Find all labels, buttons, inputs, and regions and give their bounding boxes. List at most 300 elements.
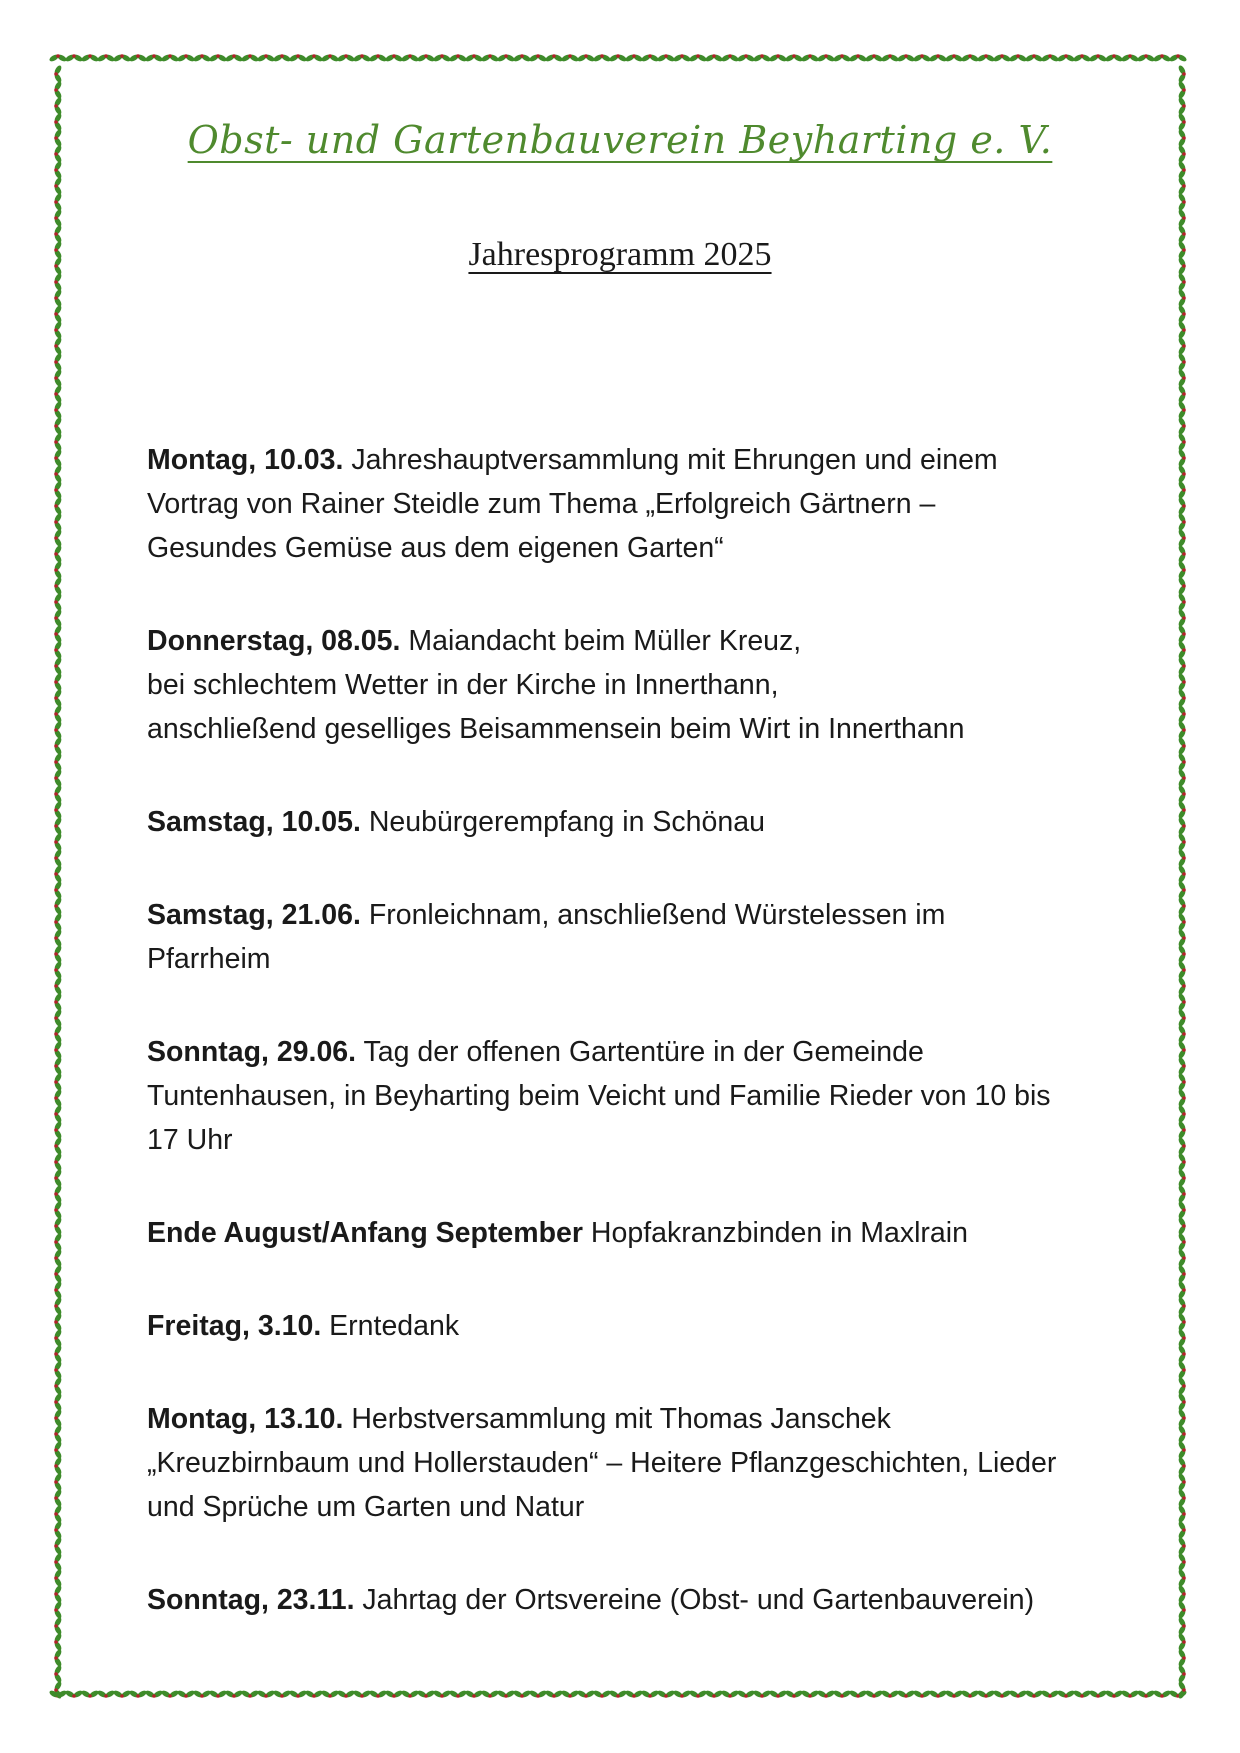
- holly-leaf-icon: [53, 1056, 63, 1075]
- holly-leaf-icon: [1177, 1312, 1187, 1331]
- holly-leaf-icon: [544, 1689, 563, 1699]
- event-date: Samstag, 21.06.: [147, 899, 361, 931]
- holly-leaf-icon: [1024, 53, 1043, 63]
- holly-leaf-icon: [576, 1689, 595, 1699]
- event-date: Freitag, 3.10.: [147, 1310, 322, 1342]
- holly-leaf-icon: [1177, 656, 1187, 675]
- holly-leaf-icon: [53, 1040, 63, 1059]
- holly-leaf-icon: [768, 1689, 787, 1699]
- holly-leaf-icon: [1177, 1376, 1187, 1395]
- holly-leaf-icon: [1177, 752, 1187, 771]
- holly-leaf-icon: [1177, 1584, 1187, 1603]
- holly-leaf-icon: [53, 816, 63, 835]
- holly-leaf-icon: [53, 160, 63, 179]
- holly-leaf-icon: [53, 688, 63, 707]
- holly-leaf-icon: [896, 1689, 915, 1699]
- holly-leaf-icon: [1177, 1344, 1187, 1363]
- holly-leaf-icon: [53, 1248, 63, 1267]
- holly-leaf-icon: [53, 1536, 63, 1555]
- holly-leaf-icon: [816, 53, 835, 63]
- event-date: Montag, 10.03.: [147, 444, 344, 476]
- event-line: Herbstversammlung mit Thomas Janschek: [351, 1403, 891, 1435]
- holly-leaf-icon: [1177, 400, 1187, 419]
- holly-leaf-icon: [832, 53, 851, 63]
- holly-leaf-icon: [592, 1689, 611, 1699]
- holly-leaf-icon: [53, 64, 63, 83]
- event-line: Jahrtag der Ortsvereine (Obst- und Gartenbauverein): [362, 1584, 1035, 1616]
- holly-leaf-icon: [1177, 1040, 1187, 1059]
- holly-leaf-icon: [944, 53, 963, 63]
- holly-leaf-icon: [53, 208, 63, 227]
- holly-leaf-icon: [53, 1168, 63, 1187]
- holly-leaf-icon: [1177, 1472, 1187, 1491]
- holly-leaf-icon: [688, 53, 707, 63]
- holly-leaf-icon: [1177, 1632, 1187, 1651]
- holly-leaf-icon: [1177, 512, 1187, 531]
- holly-leaf-icon: [1177, 368, 1187, 387]
- holly-leaf-icon: [464, 1689, 483, 1699]
- holly-leaf-icon: [672, 53, 691, 63]
- holly-leaf-icon: [1177, 640, 1187, 659]
- holly-leaf-icon: [160, 1689, 179, 1699]
- holly-leaf-icon: [80, 1689, 99, 1699]
- holly-leaf-icon: [53, 288, 63, 307]
- holly-leaf-icon: [53, 960, 63, 979]
- holly-leaf-icon: [912, 1689, 931, 1699]
- holly-leaf-icon: [53, 576, 63, 595]
- holly-leaf-icon: [1177, 800, 1187, 819]
- holly-leaf-icon: [928, 1689, 947, 1699]
- holly-leaf-icon: [1008, 53, 1027, 63]
- holly-leaf-icon: [1177, 1024, 1187, 1043]
- holly-leaf-icon: [592, 53, 611, 63]
- holly-leaf-icon: [53, 336, 63, 355]
- holly-leaf-icon: [320, 1689, 339, 1699]
- holly-leaf-icon: [53, 992, 63, 1011]
- holly-leaf-icon: [1177, 1056, 1187, 1075]
- holly-leaf-icon: [53, 560, 63, 579]
- holly-leaf-icon: [53, 1392, 63, 1411]
- holly-leaf-icon: [848, 1689, 867, 1699]
- event-entry: [147, 893, 1137, 981]
- holly-leaf-icon: [1177, 1680, 1187, 1699]
- holly-leaf-icon: [1177, 448, 1187, 467]
- holly-leaf-icon: [1177, 704, 1187, 723]
- holly-leaf-icon: [1177, 1120, 1187, 1139]
- holly-leaf-icon: [53, 1648, 63, 1667]
- holly-leaf-icon: [53, 912, 63, 931]
- holly-leaf-icon: [53, 656, 63, 675]
- holly-leaf-icon: [352, 53, 371, 63]
- holly-leaf-icon: [53, 1376, 63, 1395]
- event-line: anschließend geselliges Beisammensein beim Wirt in Innerthann: [147, 713, 965, 745]
- holly-leaf-icon: [800, 1689, 819, 1699]
- holly-leaf-icon: [53, 464, 63, 483]
- holly-leaf-icon: [272, 1689, 291, 1699]
- holly-leaf-icon: [1177, 608, 1187, 627]
- holly-leaf-icon: [1177, 768, 1187, 787]
- holly-leaf-icon: [256, 1689, 275, 1699]
- program-title-heading: [0, 236, 1240, 274]
- holly-leaf-icon: [1177, 1536, 1187, 1555]
- club-name-text: Obst- und Gartenbauverein Beyharting e. V.: [187, 118, 1053, 162]
- event-entry: [147, 800, 1137, 844]
- event-line: Pfarrheim: [147, 943, 271, 975]
- holly-leaf-icon: [1104, 53, 1123, 63]
- holly-leaf-icon: [53, 1232, 63, 1251]
- holly-leaf-icon: [480, 1689, 499, 1699]
- holly-leaf-icon: [80, 53, 99, 63]
- holly-leaf-icon: [176, 1689, 195, 1699]
- holly-leaf-icon: [1177, 1360, 1187, 1379]
- holly-leaf-icon: [784, 53, 803, 63]
- holly-leaf-icon: [1177, 864, 1187, 883]
- holly-leaf-icon: [53, 1664, 63, 1683]
- holly-leaf-icon: [560, 1689, 579, 1699]
- holly-leaf-icon: [1177, 1408, 1187, 1427]
- holly-leaf-icon: [53, 496, 63, 515]
- holly-leaf-icon: [53, 1072, 63, 1091]
- holly-leaf-icon: [53, 1088, 63, 1107]
- holly-leaf-icon: [53, 1504, 63, 1523]
- holly-leaf-icon: [416, 53, 435, 63]
- event-entry: [147, 1030, 1137, 1162]
- holly-leaf-icon: [53, 832, 63, 851]
- holly-leaf-icon: [53, 1024, 63, 1043]
- holly-leaf-icon: [53, 672, 63, 691]
- holly-leaf-icon: [1177, 1520, 1187, 1539]
- holly-leaf-icon: [53, 1632, 63, 1651]
- holly-leaf-icon: [1152, 1689, 1171, 1699]
- holly-leaf-icon: [1177, 1008, 1187, 1027]
- holly-leaf-icon: [880, 53, 899, 63]
- holly-leaf-icon: [352, 1689, 371, 1699]
- holly-leaf-icon: [1177, 848, 1187, 867]
- holly-leaf-icon: [53, 1152, 63, 1171]
- event-entry: [147, 438, 1137, 570]
- event-entry: [147, 1397, 1137, 1529]
- holly-leaf-icon: [1177, 912, 1187, 931]
- holly-leaf-icon: [704, 53, 723, 63]
- holly-leaf-icon: [53, 752, 63, 771]
- holly-leaf-icon: [992, 1689, 1011, 1699]
- holly-leaf-icon: [608, 53, 627, 63]
- holly-leaf-icon: [1177, 624, 1187, 643]
- holly-leaf-icon: [912, 53, 931, 63]
- event-list: [147, 438, 1137, 1671]
- holly-leaf-icon: [1177, 672, 1187, 691]
- event-line: Vortrag von Rainer Steidle zum Thema „Erfolgreich Gärtnern –: [147, 488, 936, 520]
- holly-leaf-icon: [1177, 1296, 1187, 1315]
- holly-leaf-icon: [960, 1689, 979, 1699]
- holly-leaf-icon: [880, 1689, 899, 1699]
- holly-leaf-icon: [1177, 928, 1187, 947]
- holly-leaf-icon: [53, 1264, 63, 1283]
- holly-leaf-icon: [53, 608, 63, 627]
- holly-leaf-icon: [224, 53, 243, 63]
- holly-leaf-icon: [1177, 1568, 1187, 1587]
- holly-leaf-icon: [1177, 1424, 1187, 1443]
- holly-leaf-icon: [1177, 992, 1187, 1011]
- holly-leaf-icon: [224, 1689, 243, 1699]
- holly-leaf-icon: [432, 1689, 451, 1699]
- holly-leaf-icon: [240, 1689, 259, 1699]
- holly-leaf-icon: [1177, 272, 1187, 291]
- holly-leaf-icon: [1177, 720, 1187, 739]
- holly-leaf-icon: [53, 176, 63, 195]
- holly-leaf-icon: [1152, 53, 1171, 63]
- holly-leaf-icon: [128, 53, 147, 63]
- holly-leaf-icon: [53, 400, 63, 419]
- holly-leaf-icon: [528, 1689, 547, 1699]
- holly-leaf-icon: [53, 864, 63, 883]
- holly-leaf-icon: [1177, 576, 1187, 595]
- holly-leaf-icon: [752, 53, 771, 63]
- holly-leaf-icon: [1177, 304, 1187, 323]
- holly-leaf-icon: [1177, 528, 1187, 547]
- holly-leaf-icon: [384, 53, 403, 63]
- event-date: Sonntag, 23.11.: [147, 1584, 355, 1616]
- holly-leaf-icon: [53, 736, 63, 755]
- holly-leaf-icon: [288, 53, 307, 63]
- event-date: Ende August/Anfang September: [147, 1217, 583, 1249]
- holly-leaf-icon: [53, 1440, 63, 1459]
- holly-leaf-icon: [53, 624, 63, 643]
- holly-leaf-icon: [528, 53, 547, 63]
- holly-leaf-icon: [336, 53, 355, 63]
- event-date: Samstag, 10.05.: [147, 806, 361, 838]
- event-line: „Kreuzbirnbaum und Hollerstauden“ – Heitere Pflanzgeschichten, Lieder: [147, 1447, 1057, 1479]
- event-line: 17 Uhr: [147, 1124, 233, 1156]
- holly-leaf-icon: [1072, 53, 1091, 63]
- holly-leaf-icon: [656, 1689, 675, 1699]
- holly-leaf-icon: [288, 1689, 307, 1699]
- holly-leaf-icon: [1177, 496, 1187, 515]
- holly-leaf-icon: [53, 1296, 63, 1315]
- event-line: Hopfakranzbinden in Maxlrain: [590, 1217, 968, 1249]
- holly-leaf-icon: [928, 53, 947, 63]
- holly-leaf-icon: [976, 1689, 995, 1699]
- event-line: Fronleichnam, anschließend Würstelessen im: [368, 899, 946, 931]
- holly-leaf-icon: [1104, 1689, 1123, 1699]
- holly-leaf-icon: [53, 544, 63, 563]
- event-line: Tag der offenen Gartentüre in der Gemeinde: [363, 1036, 924, 1068]
- holly-leaf-icon: [144, 53, 163, 63]
- holly-leaf-icon: [53, 1424, 63, 1443]
- holly-leaf-icon: [53, 448, 63, 467]
- holly-leaf-icon: [1177, 1216, 1187, 1235]
- holly-leaf-icon: [816, 1689, 835, 1699]
- holly-leaf-icon: [768, 53, 787, 63]
- holly-leaf-icon: [53, 896, 63, 915]
- event-date: Sonntag, 29.06.: [147, 1036, 357, 1068]
- event-date: Montag, 13.10.: [147, 1403, 344, 1435]
- holly-leaf-icon: [1177, 1440, 1187, 1459]
- holly-leaf-icon: [1177, 352, 1187, 371]
- holly-leaf-icon: [1177, 976, 1187, 995]
- holly-leaf-icon: [1056, 53, 1075, 63]
- holly-leaf-icon: [496, 53, 515, 63]
- event-line: bei schlechtem Wetter in der Kirche in Innerthann,: [147, 669, 779, 701]
- holly-leaf-icon: [720, 1689, 739, 1699]
- holly-leaf-icon: [704, 1689, 723, 1699]
- holly-leaf-icon: [736, 1689, 755, 1699]
- holly-leaf-icon: [53, 1600, 63, 1619]
- holly-leaf-icon: [1177, 384, 1187, 403]
- holly-leaf-icon: [560, 53, 579, 63]
- event-line: Tuntenhausen, in Beyharting beim Veicht und Familie Rieder von 10 bis: [147, 1080, 1051, 1112]
- holly-leaf-icon: [53, 1136, 63, 1155]
- holly-leaf-icon: [1040, 1689, 1059, 1699]
- holly-leaf-icon: [1177, 784, 1187, 803]
- holly-leaf-icon: [53, 1488, 63, 1507]
- holly-leaf-icon: [1120, 1689, 1139, 1699]
- holly-leaf-icon: [53, 368, 63, 387]
- holly-leaf-icon: [736, 53, 755, 63]
- holly-leaf-icon: [53, 848, 63, 867]
- holly-leaf-icon: [112, 53, 131, 63]
- holly-leaf-icon: [53, 592, 63, 611]
- holly-leaf-icon: [112, 1689, 131, 1699]
- holly-leaf-icon: [53, 640, 63, 659]
- holly-leaf-icon: [53, 1008, 63, 1027]
- holly-leaf-icon: [496, 1689, 515, 1699]
- holly-leaf-icon: [1177, 896, 1187, 915]
- holly-leaf-icon: [1177, 64, 1187, 83]
- holly-leaf-icon: [53, 528, 63, 547]
- event-line: Neubürgerempfang in Schönau: [368, 806, 765, 838]
- holly-leaf-icon: [1177, 176, 1187, 195]
- holly-leaf-icon: [1177, 1104, 1187, 1123]
- holly-leaf-icon: [192, 53, 211, 63]
- holly-leaf-icon: [1177, 80, 1187, 99]
- holly-leaf-icon: [48, 53, 67, 63]
- holly-leaf-icon: [53, 768, 63, 787]
- holly-leaf-icon: [53, 1616, 63, 1635]
- holly-leaf-icon: [416, 1689, 435, 1699]
- holly-leaf-icon: [53, 96, 63, 115]
- holly-leaf-icon: [1177, 432, 1187, 451]
- holly-leaf-icon: [1177, 1392, 1187, 1411]
- holly-leaf-icon: [1177, 1200, 1187, 1219]
- holly-leaf-icon: [53, 1328, 63, 1347]
- holly-leaf-icon: [720, 53, 739, 63]
- holly-leaf-icon: [53, 480, 63, 499]
- holly-leaf-icon: [1177, 1072, 1187, 1091]
- holly-leaf-icon: [53, 432, 63, 451]
- holly-leaf-icon: [336, 1689, 355, 1699]
- holly-leaf-icon: [1136, 1689, 1155, 1699]
- holly-leaf-icon: [1177, 1664, 1187, 1683]
- holly-leaf-icon: [160, 53, 179, 63]
- holly-leaf-icon: [544, 53, 563, 63]
- holly-leaf-icon: [1177, 1088, 1187, 1107]
- holly-leaf-icon: [752, 1689, 771, 1699]
- holly-leaf-icon: [1177, 1616, 1187, 1635]
- holly-leaf-icon: [53, 976, 63, 995]
- holly-leaf-icon: [1177, 1552, 1187, 1571]
- event-line: und Sprüche um Garten und Natur: [147, 1491, 585, 1523]
- holly-leaf-icon: [1088, 53, 1107, 63]
- holly-leaf-icon: [864, 1689, 883, 1699]
- holly-leaf-icon: [1177, 480, 1187, 499]
- holly-leaf-icon: [1177, 832, 1187, 851]
- holly-leaf-icon: [53, 1280, 63, 1299]
- holly-leaf-icon: [53, 1552, 63, 1571]
- holly-leaf-icon: [448, 1689, 467, 1699]
- holly-leaf-icon: [53, 944, 63, 963]
- holly-leaf-icon: [864, 53, 883, 63]
- holly-leaf-icon: [1088, 1689, 1107, 1699]
- holly-leaf-icon: [896, 53, 915, 63]
- holly-leaf-icon: [53, 512, 63, 531]
- event-date: Donnerstag, 08.05.: [147, 625, 401, 657]
- holly-leaf-icon: [304, 1689, 323, 1699]
- holly-leaf-icon: [53, 80, 63, 99]
- holly-leaf-icon: [53, 928, 63, 947]
- holly-leaf-icon: [1008, 1689, 1027, 1699]
- holly-leaf-icon: [1177, 1600, 1187, 1619]
- holly-leaf-icon: [53, 272, 63, 291]
- holly-leaf-icon: [800, 53, 819, 63]
- holly-leaf-icon: [1177, 1264, 1187, 1283]
- holly-leaf-icon: [53, 720, 63, 739]
- holly-leaf-icon: [1177, 96, 1187, 115]
- holly-leaf-icon: [1040, 53, 1059, 63]
- holly-leaf-icon: [400, 53, 419, 63]
- holly-leaf-icon: [1072, 1689, 1091, 1699]
- holly-leaf-icon: [64, 53, 83, 63]
- holly-leaf-icon: [53, 1472, 63, 1491]
- holly-leaf-icon: [1177, 208, 1187, 227]
- holly-leaf-icon: [832, 1689, 851, 1699]
- holly-leaf-icon: [144, 1689, 163, 1699]
- holly-leaf-icon: [53, 1344, 63, 1363]
- holly-leaf-icon: [1177, 1152, 1187, 1171]
- holly-leaf-icon: [53, 1568, 63, 1587]
- holly-leaf-icon: [53, 1312, 63, 1331]
- holly-leaf-icon: [368, 1689, 387, 1699]
- holly-leaf-icon: [400, 1689, 419, 1699]
- event-entry: [147, 1304, 1137, 1348]
- holly-leaf-icon: [256, 53, 275, 63]
- holly-leaf-icon: [848, 53, 867, 63]
- holly-leaf-icon: [368, 53, 387, 63]
- holly-leaf-icon: [240, 53, 259, 63]
- holly-leaf-icon: [53, 1200, 63, 1219]
- holly-leaf-icon: [512, 53, 531, 63]
- event-line: Gesundes Gemüse aus dem eigenen Garten“: [147, 532, 724, 564]
- holly-leaf-icon: [656, 53, 675, 63]
- holly-leaf-icon: [576, 53, 595, 63]
- event-entry: [147, 1211, 1137, 1255]
- holly-leaf-icon: [1024, 1689, 1043, 1699]
- holly-leaf-icon: [53, 880, 63, 899]
- holly-leaf-icon: [1136, 53, 1155, 63]
- holly-leaf-icon: [640, 1689, 659, 1699]
- holly-leaf-icon: [53, 1520, 63, 1539]
- holly-leaf-icon: [672, 1689, 691, 1699]
- holly-leaf-icon: [448, 53, 467, 63]
- holly-leaf-icon: [1177, 1184, 1187, 1203]
- holly-leaf-icon: [432, 53, 451, 63]
- holly-leaf-icon: [53, 384, 63, 403]
- holly-leaf-icon: [53, 1584, 63, 1603]
- holly-leaf-icon: [208, 53, 227, 63]
- holly-leaf-icon: [1177, 1168, 1187, 1187]
- holly-leaf-icon: [624, 53, 643, 63]
- holly-leaf-icon: [53, 704, 63, 723]
